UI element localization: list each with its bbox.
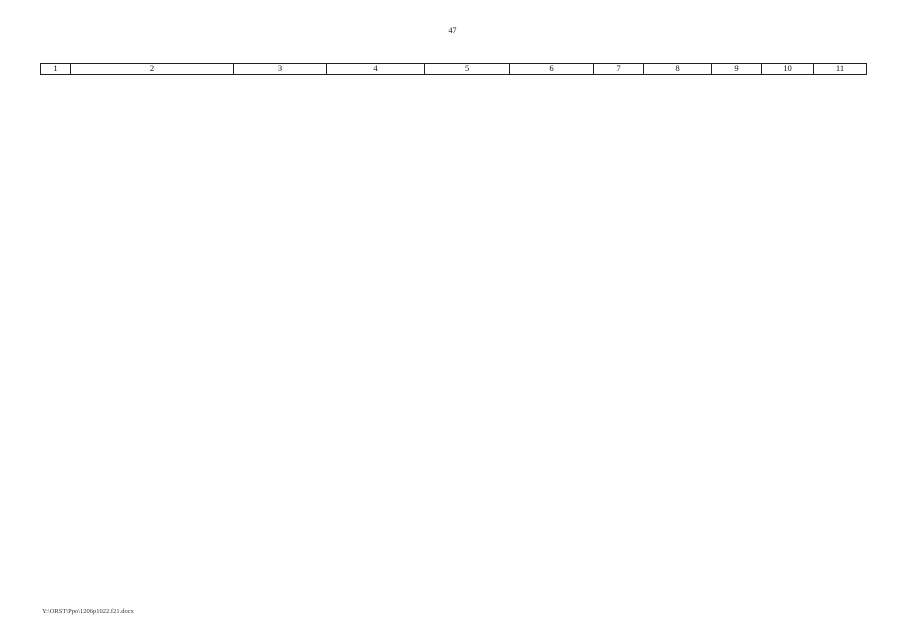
- column-number: 2: [71, 64, 234, 75]
- column-number: 10: [762, 64, 814, 75]
- column-number: 6: [510, 64, 594, 75]
- column-number-row: [41, 64, 867, 75]
- column-number: 9: [712, 64, 762, 75]
- page-number: 47: [448, 26, 457, 35]
- financing-table: [40, 63, 867, 75]
- column-number: 8: [644, 64, 712, 75]
- file-path-footer: Y:\ORST\Ppo\1206p1022.f21.docx: [42, 608, 134, 615]
- column-number: 4: [327, 64, 425, 75]
- column-number: 1: [41, 64, 71, 75]
- column-number: 7: [594, 64, 644, 75]
- document-table-area: [40, 63, 866, 75]
- column-number: 5: [425, 64, 510, 75]
- column-number: 11: [814, 64, 867, 75]
- column-number: 3: [234, 64, 327, 75]
